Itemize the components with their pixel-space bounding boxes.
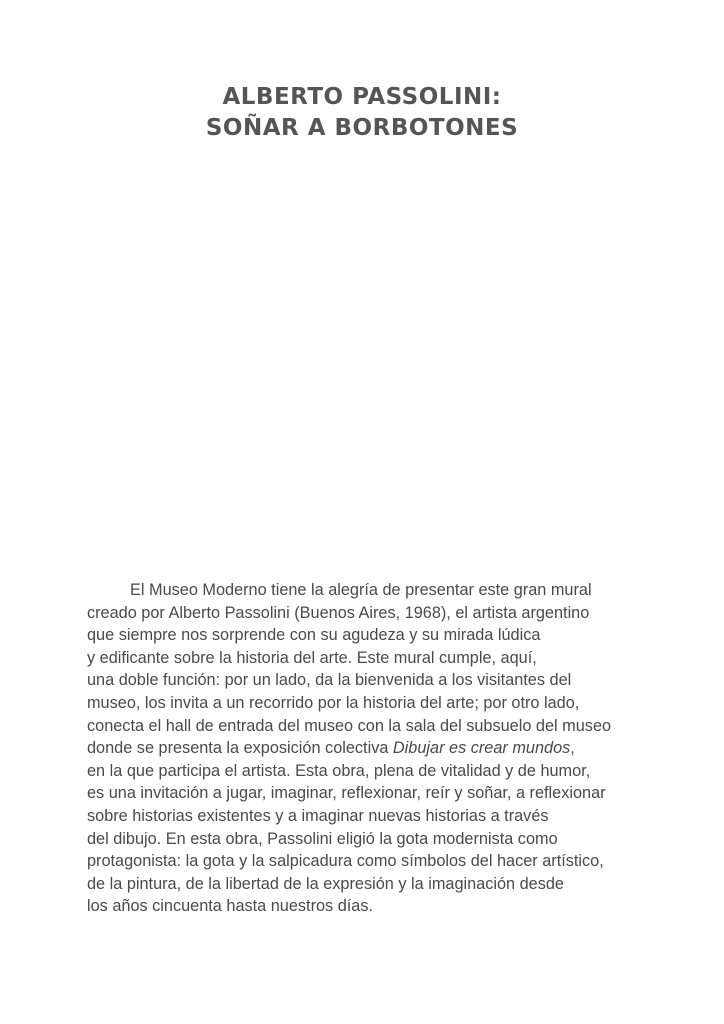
text-line: de la pintura, de la libertad de la expresión y la imaginación desde xyxy=(87,874,564,893)
text-segment: donde se presenta la exposición colectiva xyxy=(87,739,393,758)
text-line: es una invitación a jugar, imaginar, reflexionar, reír y soñar, a reflexionar xyxy=(87,784,606,803)
text-line: sobre historias existentes y a imaginar nuevas historias a través xyxy=(87,806,549,825)
exhibition-title: Dibujar es crear mundos xyxy=(392,739,571,758)
text-line: en la que participa el artista. Esta obra, plena de vitalidad y de humor, xyxy=(87,761,591,780)
text-line: del dibujo. En esta obra, Passolini eligió la gota modernista como xyxy=(87,829,558,848)
text-line: y edificante sobre la historia del arte. Este mural cumple, aquí, xyxy=(87,648,537,667)
text-line: El Museo Moderno tiene la alegría de presentar este gran mural xyxy=(130,581,592,599)
title-line-1: ALBERTO PASSOLINI: xyxy=(222,84,502,110)
text-line: una doble función: por un lado, da la bienvenida a los visitantes del xyxy=(87,671,572,690)
text-line: protagonista: la gota y la salpicadura como símbolos del hacer artístico, xyxy=(87,852,604,871)
title-line-2: SOÑAR A BORBOTONES xyxy=(205,115,519,141)
text-line xyxy=(87,737,667,760)
text-segment: , xyxy=(570,739,575,758)
text-line: museo, los invita a un recorrido por la historia del arte; por otro lado, xyxy=(87,693,580,712)
text-line: creado por Alberto Passolini (Buenos Aires, 1968), el artista argentino xyxy=(87,603,590,622)
body-paragraph xyxy=(87,579,667,918)
text-line: que siempre nos sorprende con su agudeza y su mirada lúdica xyxy=(87,626,541,645)
page-title xyxy=(0,82,724,144)
text-line: los años cincuenta hasta nuestros días. xyxy=(87,897,374,916)
text-line: conecta el hall de entrada del museo con la sala del subsuelo del museo xyxy=(87,716,612,735)
